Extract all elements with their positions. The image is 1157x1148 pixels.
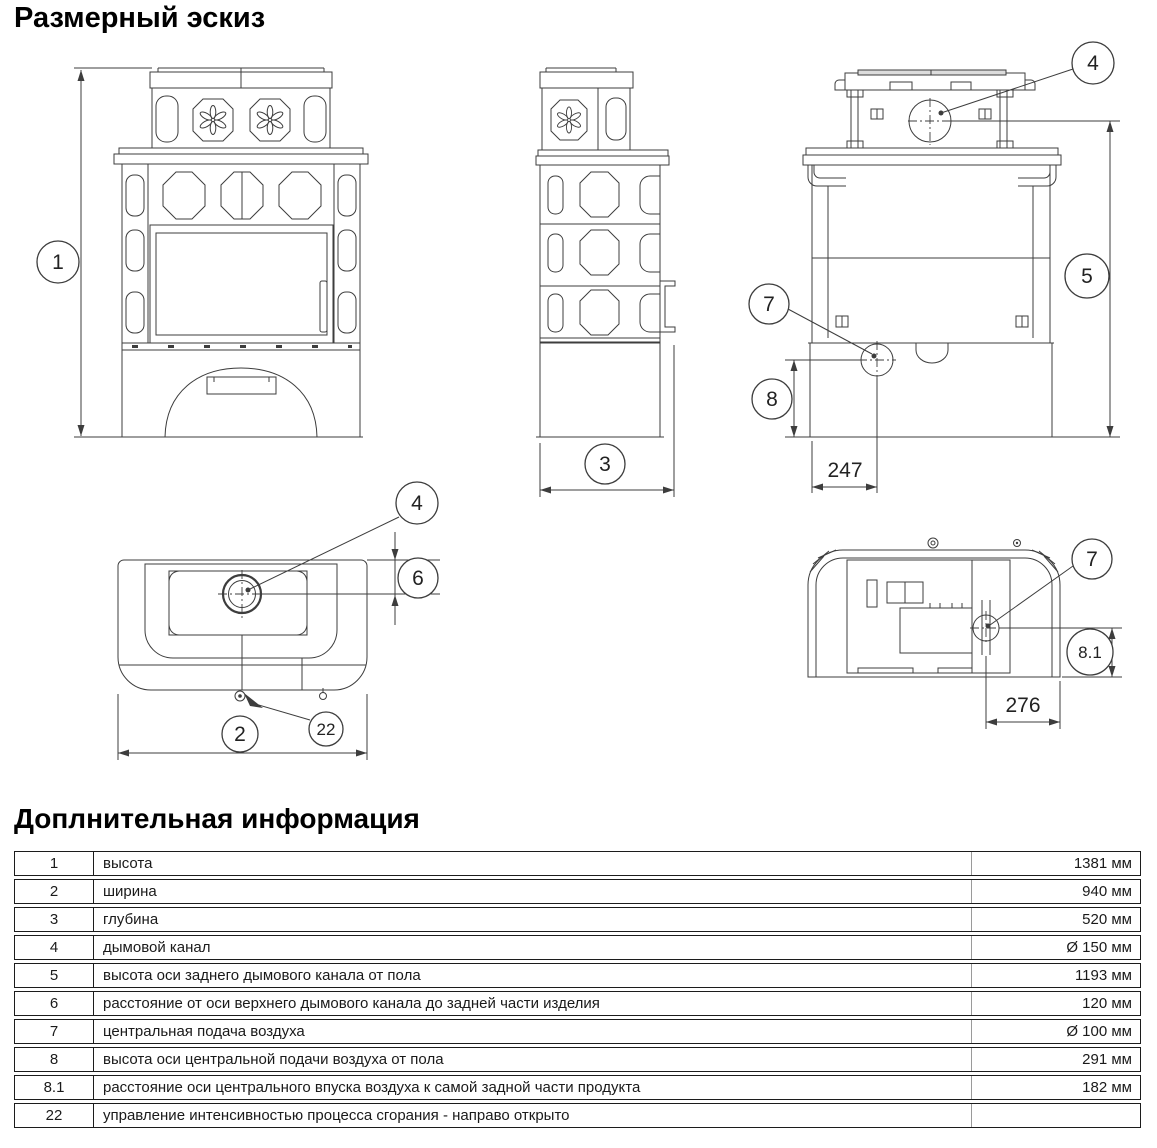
callout-label: 2: [234, 723, 246, 746]
stove-door: [150, 225, 333, 343]
dim-value-276: 276: [1005, 694, 1041, 717]
row-description: центральная подача воздуха: [103, 1023, 305, 1040]
row-number: 7: [15, 1020, 94, 1043]
row-description: управление интенсивностью процесса сгорания - направо открыто: [103, 1107, 570, 1124]
callout-balloon-air-bottom: [1072, 539, 1112, 579]
callout-balloon-air-height: [752, 379, 792, 419]
combustion-control-lever: [235, 688, 327, 708]
dimension-height: [74, 68, 152, 436]
row-value: 520 мм: [971, 908, 1140, 931]
dimension-247: [812, 378, 877, 493]
row-number: 4: [15, 936, 94, 959]
callout-label: 4: [411, 492, 423, 515]
back-view: [749, 42, 1120, 493]
row-value: 940 мм: [971, 880, 1140, 903]
callout-balloon-width: [222, 716, 258, 752]
row-value: 1193 мм: [971, 964, 1140, 987]
callout-balloon-control: [309, 712, 343, 746]
row-number: 6: [15, 992, 94, 1015]
row-number: 2: [15, 880, 94, 903]
table-row: [14, 879, 1141, 904]
row-number: 1: [15, 852, 94, 875]
callout-balloon-flue-back: [1072, 42, 1114, 84]
table-row: [14, 935, 1141, 960]
callout-balloon-flue-top: [396, 482, 438, 524]
callout-label: 7: [1086, 548, 1098, 571]
callout-balloon-height: [37, 241, 79, 283]
dimension-air-height: [785, 360, 859, 437]
row-description: высота: [103, 855, 153, 872]
row-description: расстояние от оси верхнего дымового канала до задней части изделия: [103, 995, 600, 1012]
table-row: [14, 963, 1141, 988]
callout-label: 3: [599, 453, 611, 476]
section-title: Доплнительная информация: [14, 803, 420, 834]
callout-label: 4: [1087, 52, 1099, 75]
callout-label: 1: [52, 251, 64, 274]
callout-balloon-air-offset: [1067, 629, 1113, 675]
row-value: Ø 150 мм: [971, 936, 1140, 959]
row-description: высота оси заднего дымового канала от пола: [103, 967, 421, 984]
row-description: глубина: [103, 911, 159, 928]
callout-balloon-air-back: [749, 284, 789, 324]
row-number: 8: [15, 1048, 94, 1071]
row-value: [971, 1104, 1140, 1127]
table-row: [14, 907, 1141, 932]
row-number: 3: [15, 908, 94, 931]
row-number: 8.1: [15, 1076, 94, 1099]
row-description: дымовой канал: [103, 939, 211, 956]
callout-label: 7: [763, 293, 775, 316]
door-handle: [320, 281, 327, 332]
dim-value-247: 247: [827, 459, 863, 482]
row-description: расстояние оси центрального впуска воздуха к самой задной части продукта: [103, 1079, 641, 1096]
door-handle-side: [660, 281, 675, 332]
table-row: [14, 1075, 1141, 1100]
callout-balloon-depth: [585, 444, 625, 484]
table-row: [14, 851, 1141, 876]
front-view: [37, 68, 368, 437]
callout-label: 6: [412, 567, 424, 590]
info-table: [14, 851, 1141, 1131]
top-view: [118, 482, 440, 760]
table-row: [14, 991, 1141, 1016]
row-number: 5: [15, 964, 94, 987]
callout-label: 5: [1081, 265, 1093, 288]
table-row: [14, 1047, 1141, 1072]
callout-label: 22: [316, 720, 336, 739]
row-value: 120 мм: [971, 992, 1140, 1015]
page-title: Размерный эскиз: [14, 2, 266, 34]
bottom-view: [808, 538, 1122, 729]
dimension-276: [986, 656, 1060, 729]
row-description: ширина: [103, 883, 157, 900]
row-description: высота оси центральной подачи воздуха от пола: [103, 1051, 444, 1068]
row-value: 182 мм: [971, 1076, 1140, 1099]
callout-balloon-flue-offset: [398, 558, 438, 598]
callout-label: 8: [766, 388, 778, 411]
row-value: 1381 мм: [971, 852, 1140, 875]
callout-label: 8.1: [1078, 643, 1102, 662]
side-view: [536, 68, 675, 497]
table-row: [14, 1019, 1141, 1044]
row-value: Ø 100 мм: [971, 1020, 1140, 1043]
table-row: [14, 1103, 1141, 1128]
row-number: 22: [15, 1104, 94, 1127]
row-value: 291 мм: [971, 1048, 1140, 1071]
callout-balloon-flue-height: [1065, 254, 1109, 298]
